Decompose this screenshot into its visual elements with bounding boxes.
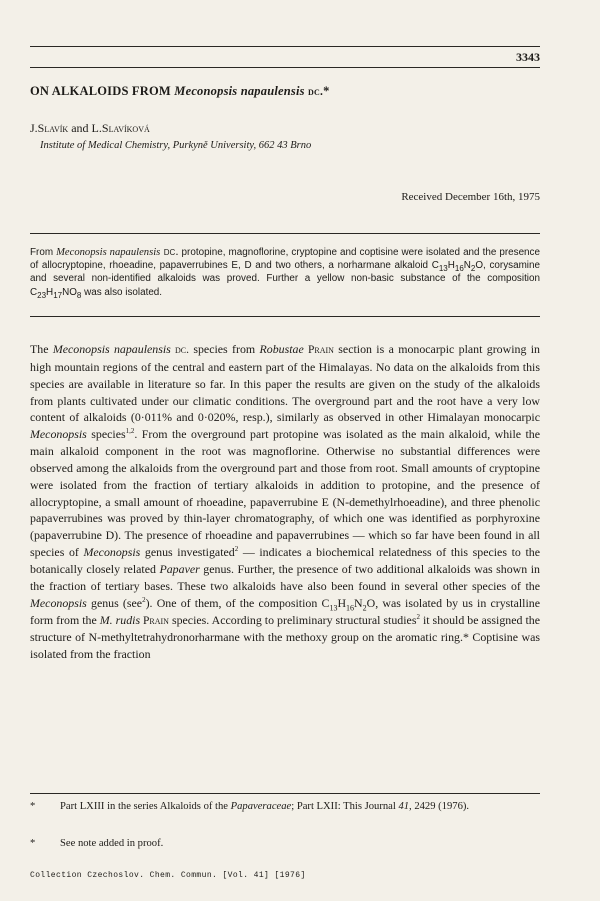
footnote-1: * Part LXIII in the series Alkaloids of the Papaveraceae; Part LXII: This Journal 41, 2429 (1976).	[30, 801, 470, 812]
abstract-rule-bottom	[30, 316, 540, 317]
authors: J.Slavík and L.Slavíková	[30, 121, 150, 135]
header-rule-bottom	[30, 67, 540, 68]
body-text	[30, 341, 540, 663]
title-authority: dc.	[308, 86, 324, 98]
journal-footer: Collection Czechoslov. Chem. Commun. [Vol. 41] [1976]	[30, 871, 306, 880]
body-paragraph: The Meconopsis napaulensis dc. species from Robustae Prain section is a monocarpic plant growing in high mountain regions of the central and eastern part of the Himalayas. No data on the alkaloids from this species are available in literature so far. In this paper the results are given on the study of the alkaloids from plants cultivated under our climatic conditions. The overground part and the root have a very low content of alkaloids (0·011% and 0·020%, resp.), similarly as observed in other Himalayan monocarpic Meconopsis species$^{1,2}$. From the overground part protopine was isolated as the main alkaloid, while the main alkaloid component in the root was magnoflorine. Otherwise no substantial differences were observed among the alkaloids from the overground part and those from root. Small amounts of cryptopine were isolated from the fraction of tertiary alkaloids in addition to protopine, and the presence of allocryptopine, a small amount of rhoeadine, papaverrubine E (N-demethylrhoeadine), and three phenolic papaverrubines was proved by thin-layer chromatography, of which one was identified as porphyroxine (papaverrubine D). The presence of rhoeadine and papaverrubines — which so far have been found in all species of Meconopsis genus investigated$^2$ — indicates a biochemical relatedness of this species to the botanically closely related Papaver genus. Further, the presence of two additional alkaloids was shown in the fraction of tertiary bases. These two alkaloids have also been found in several other species of the Meconopsis genus (see$^2$). One of them, of the composition $C_{13}H_{16}N_2O$, was isolated by us in crystalline form from the M. rudis Prain species. According to preliminary structural studies$^2$ it should be assigned the structure of N-methyltetrahydronorharmane with the methoxy group on the aromatic ring.* Coptisine was isolated from the fraction	[30, 342, 541, 662]
received-date: Received December 16th, 1975	[401, 191, 540, 203]
page-number: 3343	[516, 50, 540, 64]
abstract-rule-top	[30, 233, 540, 234]
header-rule-top	[30, 46, 540, 47]
institute-affiliation: Institute of Medical Chemistry, Purkyně University, 662 43 Brno	[40, 140, 312, 151]
article-title: ON ALKALOIDS FROM Meconopsis napaulensis dc.*	[30, 84, 330, 98]
footnote-rule	[30, 793, 540, 794]
footnote-2: * See note added in proof.	[30, 838, 164, 849]
abstract: From Meconopsis napaulensis dc. protopine, magnoflorine, cryptopine and coptisine were isolated and the presence of allocryptopine, rhoeadine, papaverrubines E, D and two others, a norharmane alkaloid $C_{13}H_{16}N_2O$, corysamine and several non-identified alkaloids was proved. Further a yellow non-basic substance of the composition $C_{23}H_{17}NO_8$ was also isolated.	[30, 246, 540, 300]
title-species: Meconopsis napaulensis	[174, 84, 305, 98]
